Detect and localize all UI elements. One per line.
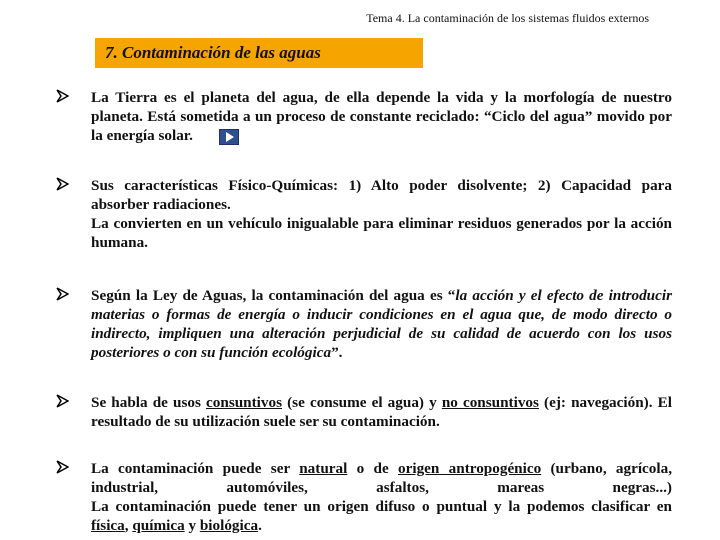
bullet-5-text: o de bbox=[347, 460, 399, 477]
bullet-item-3 bbox=[55, 286, 672, 362]
law-quote: la acción y el efecto de introducir materias o formas de energía o inducir condiciones en el agua que, de modo directo o indirecto, impliquen una alteración perjudicial de su calidad de acuerdo con los usos posteriores o con su función ecológica bbox=[91, 287, 672, 361]
bullet-5-text: La contaminación puede ser bbox=[91, 460, 300, 477]
arrowhead-bullet-icon bbox=[55, 394, 69, 408]
term-fisica: física bbox=[91, 517, 125, 534]
term-origen-antropogenico: origen antropogénico bbox=[398, 460, 542, 477]
bullet-5-text: La contaminación puede tener un origen difuso o puntual y la podemos clasificar en bbox=[91, 498, 672, 515]
term-no-consuntivos: no consuntivos bbox=[441, 394, 539, 411]
bullet-2-line-1: Sus características Físico-Químicas: 1) Alto poder disolvente; 2) Capacidad para absorber radiaciones. bbox=[91, 177, 672, 213]
bullet-5-line-2 bbox=[91, 497, 672, 535]
bullet-2-line-2: La convierten en un vehículo inigualable para eliminar residuos generados por la acción humana. bbox=[91, 215, 672, 251]
bullet-text bbox=[91, 176, 672, 252]
term-quimica: química bbox=[132, 517, 185, 534]
bullet-text bbox=[91, 286, 672, 362]
play-icon[interactable] bbox=[219, 129, 239, 145]
bullet-4-text: Se habla de usos bbox=[91, 394, 207, 411]
bullet-item-5 bbox=[55, 459, 672, 535]
arrowhead-bullet-icon bbox=[55, 89, 69, 103]
bullet-text bbox=[91, 88, 672, 145]
section-title: 7. Contaminación de las aguas bbox=[95, 38, 423, 68]
bullet-3-prefix: Según la Ley de Aguas, la contaminación del agua es “ bbox=[91, 287, 456, 304]
page-header: Tema 4. La contaminación de los sistemas fluidos externos bbox=[366, 11, 649, 25]
arrowhead-bullet-icon bbox=[55, 460, 69, 474]
bullet-text bbox=[91, 393, 672, 431]
bullet-5-text: . bbox=[258, 517, 262, 534]
bullet-1-text: La Tierra es el planeta del agua, de ella depende la vida y la morfología de nuestro planeta. Está sometida a un proceso de constante reciclado: “Ciclo del agua” movido por la energía solar. bbox=[91, 89, 672, 144]
arrowhead-bullet-icon bbox=[55, 177, 69, 191]
bullet-item-4 bbox=[55, 393, 672, 431]
bullet-3-suffix: ”. bbox=[331, 344, 343, 361]
bullet-5-text: y bbox=[184, 517, 200, 534]
bullet-4-text: (se consume el agua) y bbox=[282, 394, 442, 411]
term-biologica: biológica bbox=[199, 517, 259, 534]
bullet-item-2 bbox=[55, 176, 672, 252]
bullet-item-1 bbox=[55, 88, 672, 145]
bullet-5-text: , bbox=[124, 517, 133, 534]
bullet-4-text: (ej: navegación). El resultado de su utilización suele ser su contaminación. bbox=[91, 394, 672, 430]
arrowhead-bullet-icon bbox=[55, 287, 69, 301]
term-natural: natural bbox=[299, 460, 348, 477]
bullet-5-text: (urbano, agrícola, industrial, automóviles, asfaltos, mareas negras...) bbox=[91, 460, 673, 496]
term-consuntivos: consuntivos bbox=[206, 394, 282, 411]
bullet-text bbox=[91, 459, 672, 535]
bullet-5-line-1 bbox=[91, 459, 672, 497]
